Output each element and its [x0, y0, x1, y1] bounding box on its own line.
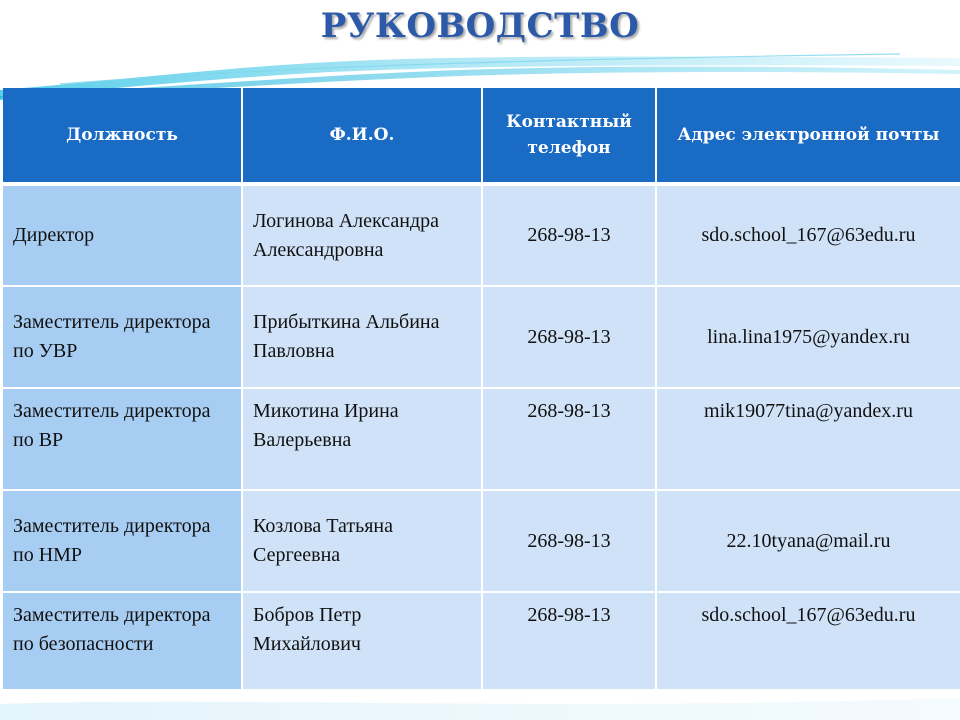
column-header-email: Адрес электронной почты	[656, 88, 960, 184]
table-header-row	[3, 88, 960, 184]
cell-email: lina.lina1975@yandex.ru	[656, 286, 960, 388]
cell-phone: 268-98-13	[482, 286, 656, 388]
cell-position: Директор	[3, 184, 242, 286]
table-row	[3, 388, 960, 490]
table-row	[3, 490, 960, 592]
cell-email: 22.10tyana@mail.ru	[656, 490, 960, 592]
cell-position: Заместитель директора по ВР	[3, 388, 242, 490]
cell-email: sdo.school_167@63edu.ru	[656, 592, 960, 690]
cell-position: Заместитель директора по УВР	[3, 286, 242, 388]
cell-position: Заместитель директора по НМР	[3, 490, 242, 592]
column-header-phone: Контактный телефон	[482, 88, 656, 184]
cell-phone: 268-98-13	[482, 184, 656, 286]
page-title: РУКОВОДСТВО	[320, 6, 640, 46]
cell-email: sdo.school_167@63edu.ru	[656, 184, 960, 286]
cell-name: Микотина Ирина Валерьевна	[242, 388, 482, 490]
cell-position: Заместитель директора по безопасности	[3, 592, 242, 690]
cell-email: mik19077tina@yandex.ru	[656, 388, 960, 490]
decorative-bottom-wave	[0, 690, 960, 720]
column-header-name: Ф.И.О.	[242, 88, 482, 184]
cell-name: Бобров Петр Михайлович	[242, 592, 482, 690]
table-row	[3, 286, 960, 388]
cell-name: Козлова Татьяна Сергеевна	[242, 490, 482, 592]
table-row	[3, 592, 960, 690]
leadership-table	[3, 88, 960, 691]
table-row	[3, 184, 960, 286]
cell-phone: 268-98-13	[482, 490, 656, 592]
cell-name: Логинова Александра Александровна	[242, 184, 482, 286]
cell-phone: 268-98-13	[482, 592, 656, 690]
cell-name: Прибыткина Альбина Павловна	[242, 286, 482, 388]
column-header-position: Должность	[3, 88, 242, 184]
cell-phone: 268-98-13	[482, 388, 656, 490]
